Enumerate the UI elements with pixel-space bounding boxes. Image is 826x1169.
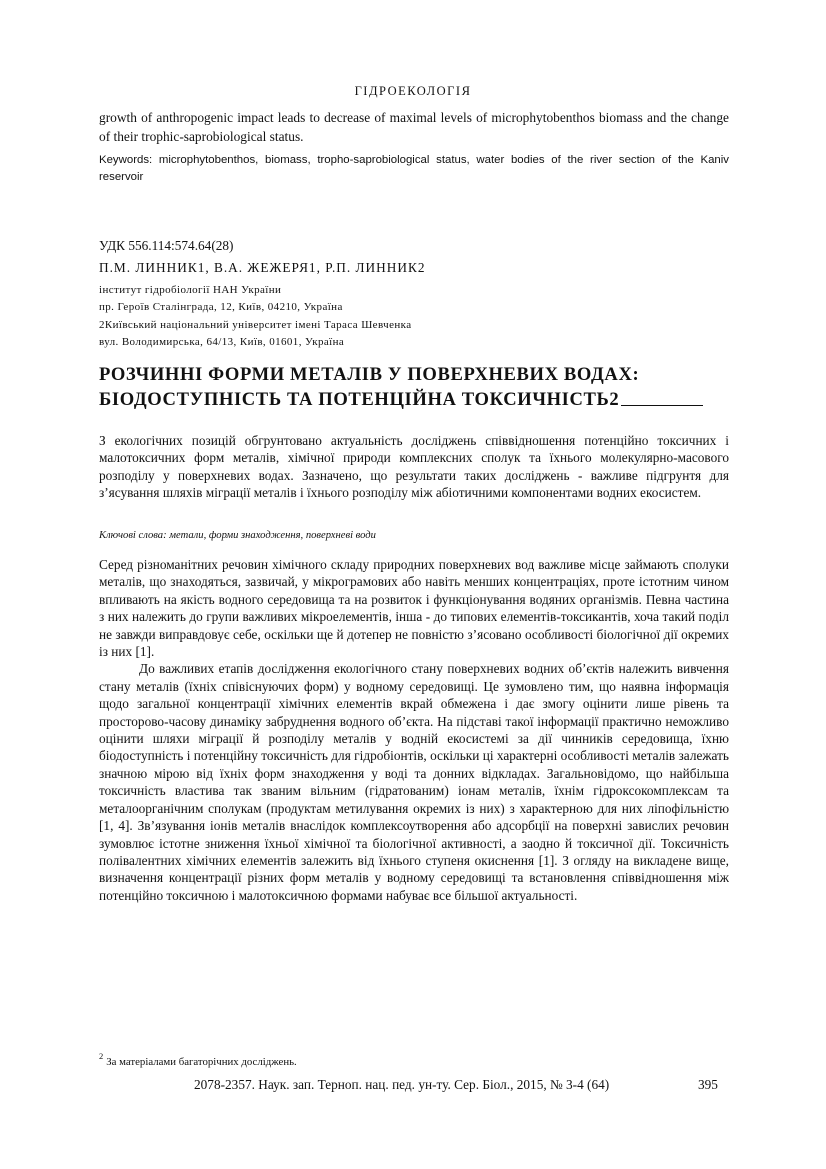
journal-citation: 2078-2357. Наук. зап. Терноп. нац. пед. ун-ту. Сер. Біол., 2015, № 3-4 (64) [194,1077,610,1092]
ukrainian-abstract: З екологічних позицій обгрунтовано актуальність досліджень співвідношення потенційно токсичних і малотоксичних форм металів, хімічної природи комплексних сполук та їхнього молекулярно-масового розподілу у поверхневих водах. Зазначено, що результати таких досліджень - важливе підгрунтя для з’ясування шляхів міграції металів і їхнього розподілу між абіотичними компонентами водних екосистем. [99,433,729,500]
title-rule [621,405,703,406]
article-title [99,362,739,412]
affiliations [99,282,412,351]
affiliation-line: вул. Володимирська, 64/13, Київ, 01601, Україна [99,335,345,348]
section-header: ГІДРОЕКОЛОГІЯ [354,84,472,98]
udk-code: УДК 556.114:574.64(28) [99,238,234,253]
title-footnote-mark: 2 [609,389,620,410]
footnote [99,1051,297,1068]
title-line-2-text: БІОДОСТУПНІСТЬ ТА ПОТЕНЦІЙНА ТОКСИЧНІСТЬ [99,389,610,410]
english-abstract-tail: growth of anthropogenic impact leads to decrease of maximal levels of microphytobenthos biomass and the change of their trophic-saprobiological status. [99,110,729,144]
footnote-mark: 2 [99,1051,104,1061]
body-paragraph: Серед різноманітних речовин хімічного складу природних поверхневих вод важливе місце займають сполуки металів, що знаходяться, зазвичай, у мікрограмових або навіть менших концентраціях, проте істотним чином впливають на якість водного середовища та на розвиток і функціонування водяних організмів. Певна частина з них належить до групи важливих мікроелементів, інша - до типових елементів-токсикантів, хоча такий поділ не завжди виправдовує себе, оскільки ще й дотепер не повністю з’ясовано особливості біологічної дії окремих із них [1]. [99,557,729,660]
article-body [99,556,729,904]
page-number: 395 [698,1077,718,1092]
authors: П.М. ЛИННИК1, В.А. ЖЕЖЕРЯ1, Р.П. ЛИННИК2 [99,260,426,275]
affiliation-line: інститут гідробіології НАН України [99,284,282,296]
affiliation-line: 2Київський національний університет імені Тараса Шевченка [99,318,412,331]
title-line-1: РОЗЧИННІ ФОРМИ МЕТАЛІВ У ПОВЕРХНЕВИХ ВОДАХ: [99,364,640,385]
ukrainian-keywords: Ключові слова: метали, форми знаходження, поверхневі води [99,530,376,541]
english-keywords: Keywords: microphytobenthos, biomass, tropho-saprobiological status, water bodies of the river section of the Kaniv reservoir [99,154,729,183]
title-line-2 [99,387,739,412]
affiliation-line: пр. Героїв Сталінграда, 12, Київ, 04210, Україна [99,301,343,314]
body-paragraph: До важливих етапів дослідження екологічного стану поверхневих водних об’єктів належить вивчення стану металів (їхніх співіснуючих форм) у водному середовищі. Це зумовлено тим, що наявна інформація щодо загальної концентрації хімічних елементів вкрай обмежена і дає змогу оцінити лише рівень та просторово-часову динаміку забруднення водного об’єкта. На підставі такої інформації практично неможливо оцінити шляхи міграції й розподілу металів у водній екосистемі за дії чинників середовища, їхню біодоступність і потенційну токсичність для гідробіонтів, оскільки ці характерні особливості металів залежать значною мірою від їхніх форм знаходження у воді та донних відкладах. Загальновідомо, що найбільша токсичність властива так званим вільним (гідратованим) іонам металів, їхнім гідроксокомплексам та металоорганічним сполукам (продуктам метилування окремих із них) з характерною для них ліпофільністю [1, 4]. Зв’язування іонів металів внаслідок комплексоутворення або адсорбції на поверхні завислих речовин зумовлює істотне зниження їхньої хімічної та біологічної активності, а заодно й токсичної дії. Токсичність полівалентних хімічних елементів залежить від їхнього ступеня окиснення [1]. З огляду на викладене вище, визначення концентрації різних форм металів у водному середовищі та встановлення співвідношення між потенційно токсичною і малотоксичною формами набуває все більшої актуальності. [99,661,729,903]
footnote-text: За матеріалами багаторічних досліджень. [106,1056,297,1068]
